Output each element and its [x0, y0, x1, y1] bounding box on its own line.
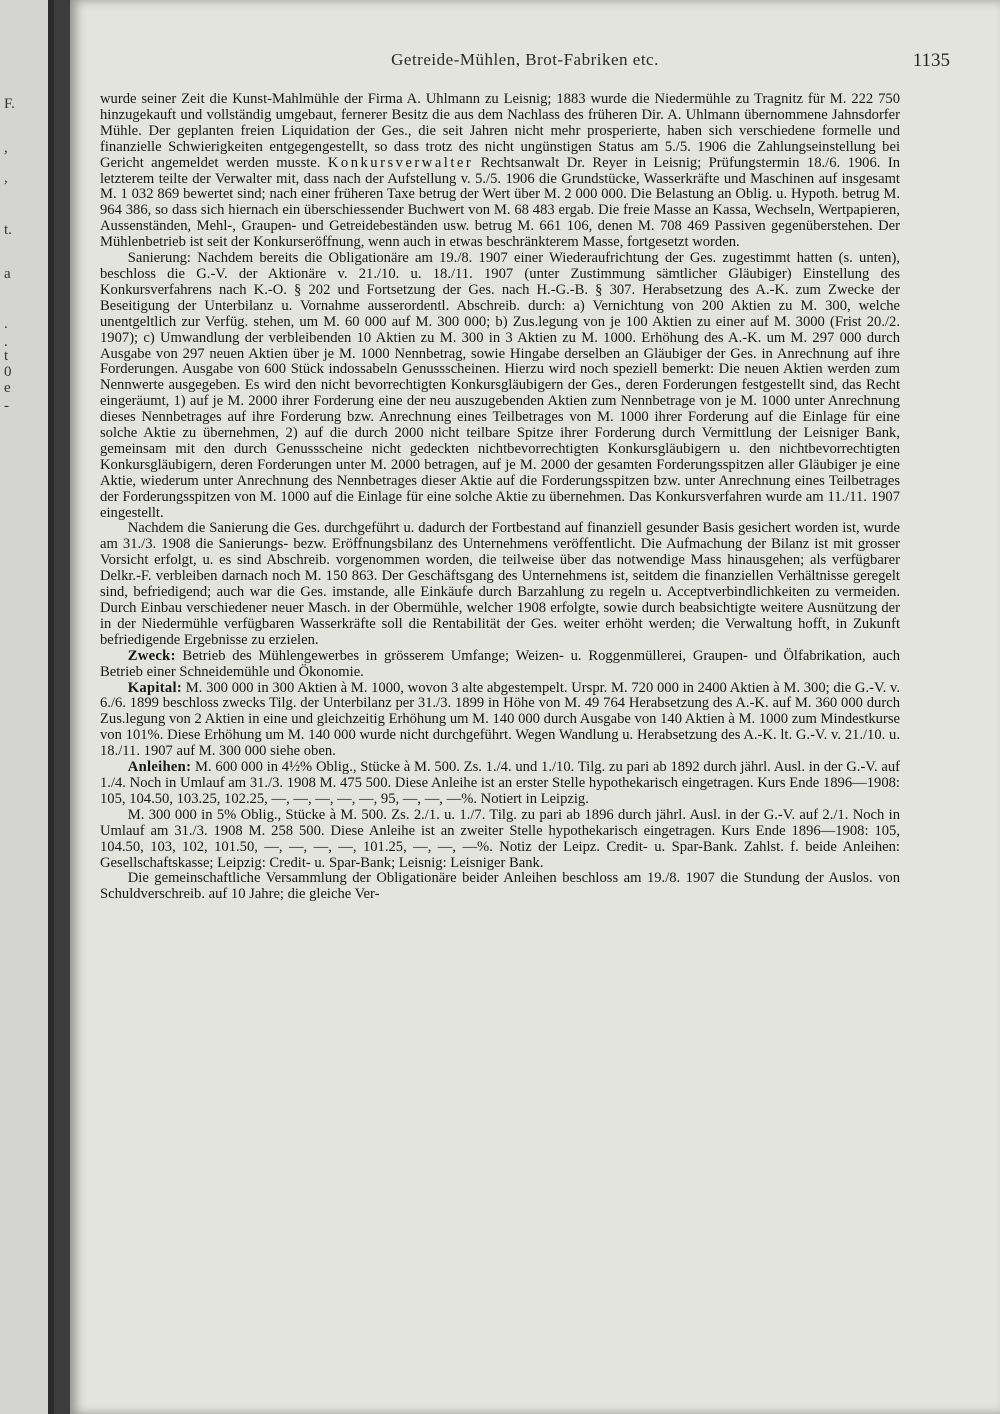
kapital-label: Kapital: — [127, 679, 183, 696]
article-body — [100, 92, 900, 903]
paragraph-sanierung: Sanierung: Nachdem bereits die Obligationäre am 19./8. 1907 einer Wiederaufrichtung der Ges. zugestimmt hatten (s. unten), beschloss die G.-V. der Aktionäre v. 21./10. u. 18./11. 1907 (unter Zustimmung sämtlicher Gläubiger) Einstellung des Konkursverfahrens nach K.-O. § 202 und Fortsetzung der Ges. nach H.-G.-B. § 307. Herabsetzung des A.-K. zum Zwecke der Beseitigung der Unterbilanz u. Vornahme ausserordentl. Abschreib. durch: a) Vernichtung von 200 Aktien zu M. 300, welche unentgeltlich zur Verfüg. stehen, um M. 60 000 auf M. 300 000; b) Zus.legung von je 100 Aktien zu einer auf M. 3000 (Frist 20./2. 1907); c) Umwandlung der verbleibenden 10 Aktien zu M. 300 in 3 Aktien zu M. 1000. Erhöhung des A.-K. um M. 297 000 durch Ausgabe von 297 neuen Aktien über je M. 1000 Nennbetrag, sowie Hingabe derselben an Gläubiger der Ges. in Anrechnung auf ihre Forderungen. Ausgabe von 600 Stück indossabeln Genussscheinen. Hierzu wird noch speziell bemerkt: Die neuen Aktien werden zum Nennwerte ausgegeben. Es wird den nicht bevorrechtigten Konkursgläubigern der Ges., deren Forderungen festgestellt sind, das Recht eingeräumt, 1) auf je M. 2000 ihrer Forderung eine der neu auszugebenden Aktien zum Nennbetrage von je M. 1000 unter Anrechnung dieses Nennbetrages auf ihre Forderung bzw. Anrechnung eines Teilbetrages von M. 1000 ihrer Forderung auf die Einlage für eine solche Aktie zu übernehmen, 2) auf die durch 2000 nicht teilbare Spitze ihrer Forderung durch Vermittlung der Leisniger Bank, gemeinsam mit den durch Genussscheine nicht gedeckten nichtbevorrechtigten Konkursgläubigern u. den nichtbevorrechtigten Konkursgläubigern, deren Forderungen unter M. 2000 betragen, auf je M. 2000 der gesamten Forderungsspitzen aller Gläubiger je eine Aktie, wiederum unter Anrechnung des Nennbetrages dieser Aktie auf die Forderungsspitzen bzw. unter Anrechnung eines Teilbetrages der Forderungsspitzen von M. 1000 auf die Einlage für eine solche Aktie zu übernehmen. Das Konkursverfahren wurde am 11./11. 1907 eingestellt. — [100, 250, 900, 521]
previous-page-edge — [0, 0, 54, 1414]
zweck-label: Zweck: — [127, 647, 176, 664]
document-page — [70, 0, 1000, 1414]
margin-fragment: a — [4, 266, 11, 282]
anleihen-text: M. 600 000 in 4½% Oblig., Stücke à M. 500. Zs. 1./4. und 1./10. Tilg. zu pari ab 1892 durch jährl. Ausl. in der G.-V. auf 1./4. Noch in Umlauf am 31./3. 1908 M. 475 500. Diese Anleihe ist an erster Stelle hypothekarisch eingetragen. Kurs Ende 1896—1908: 105, 104.50, 103.25, 102.25, —, —, —, —, —, 95, —, —, —%. Notiert in Leipzig. — [100, 759, 900, 807]
margin-fragment: - — [4, 398, 9, 414]
history-text: wurde seiner Zeit die Kunst-Mahlmühle der Firma A. Uhlmann zu Leisnig; 1883 wurde die Niedermühle zu Tragnitz für M. 222 750 hinzugekauft und vollständig umgebaut, fernerer Besitz die aus dem Nachlass des früheren Dir. A. Uhlmann übernommene Jahnsdorfer Mühle. Der geplanten freien Liquidation der Ges., die seit Jahren nicht mehr prosperierte, haben sich verschiedene formelle und finanzielle Schwierigkeiten entgegengestellt, so dass trotz des nicht ungünstigen Status am 5./5. 1906 die Zahlungseinstellung bei Gericht angemeldet werden musste. — [100, 91, 900, 171]
paragraph-anleihen — [100, 760, 900, 808]
margin-fragment: F. — [4, 96, 15, 112]
konkursverwalter-label: Konkursverwalter — [327, 154, 474, 171]
history-text-continued: Rechtsanwalt Dr. Reyer in Leisnig; Prüfungstermin 18./6. 1906. In letzterem teilte der Verwalter mit, dass nach der Aufstellung v. 5./5. 1906 die Grundstücke, Wasserkräfte und Maschinen auf insgesamt M. 1 032 869 bewertet sind; nach einer früheren Taxe betrug der Wert über M. 2 000 000. Die Belastung an Oblig. u. Hypoth. betrug M. 964 386, so dass sich hiernach ein überschiessender Buchwert von M. 68 483 ergab. Die freie Masse an Kassa, Wechseln, Wertpapieren, Aussenständen, Mehl-, Graupen- und Getreidebeständen usw. betrug M. 661 106, denen M. 708 469 Passiven gegenüberstehen. Der Mühlenbetrieb ist seit der Konkurseröffnung, wenn auch in etwas beschränkterem Masse, fortgesetzt worden. — [100, 154, 900, 251]
margin-fragment: , — [4, 140, 8, 156]
margin-fragment: . — [4, 334, 8, 350]
margin-fragment: . — [4, 316, 8, 332]
running-title: Getreide-Mühlen, Brot-Fabriken etc. — [391, 50, 659, 69]
margin-fragment: 0 — [4, 364, 12, 380]
paragraph-versammlung: Die gemeinschaftliche Versammlung der Obligationäre beider Anleihen beschloss am 19./8. 1907 die Stundung der Auslos. von Schuldverschreib. auf 10 Jahre; die gleiche Ver- — [100, 870, 900, 903]
margin-fragment: e — [4, 380, 11, 396]
zweck-text: Betrieb des Mühlengewerbes in grösserem Umfange; Weizen- u. Roggenmüllerei, Graupen- und Ölfabrikation, auch Betrieb einer Schneidemühle und Ökonomie. — [100, 647, 900, 680]
margin-fragment: t — [4, 348, 9, 364]
paragraph-zweck — [100, 649, 900, 681]
paragraph-history — [100, 92, 900, 251]
margin-fragment: , — [4, 170, 8, 186]
kapital-text: M. 300 000 in 300 Aktien à M. 1000, wovon 3 alte abgestempelt. Urspr. M. 720 000 in 2400 Aktien à M. 300; die G.-V. v. 6./6. 1899 beschloss zwecks Tilg. der Unterbilanz per 31./3. 1899 in Höhe von M. 49 764 Herabsetzung des A.-K. auf M. 360 000 durch Zus.legung von 2 Aktien in eine und gleichzeitig Erhöhung um M. 140 000 durch Ausgabe von 140 Aktien à M. 1000 zum Mindestkurse von 101%. Diese Erhöhung um M. 140 000 wurde nicht durchgeführt. Wegen Wandlung u. Herabsetzung des A.-K. lt. G.-V. v. 21./10. u. 18./11. 1907 auf M. 300 000 siehe oben. — [100, 679, 900, 760]
paragraph-kapital — [100, 681, 900, 761]
page-number: 1135 — [912, 50, 950, 71]
page-header — [100, 50, 950, 74]
margin-fragment: t. — [4, 222, 12, 238]
anleihen-label: Anleihen: — [127, 759, 192, 776]
paragraph-bilanz: Nachdem die Sanierung die Ges. durchgeführt u. dadurch der Fortbestand auf finanziell gesunder Basis gesichert worden ist, wurde am 31./3. 1908 die Sanierungs- bezw. Eröffnungsbilanz des Unternehmens veröffentlicht. Die Aufmachung der Bilanz ist mit grosser Vorsicht erfolgt, u. es sind Abschreib. vorgenommen worden, die teilweise über das notwendige Mass hinausgehen; als verfügbarer Delkr.-F. verbleiben darnach noch M. 150 863. Der Geschäftsgang des Unternehmens ist, seitdem die finanziellen Verhältnisse geregelt sind, befriedigend; auch war die Ges. imstande, alle Einkäufe durch Barzahlung zu regeln u. Acceptverbindlichkeiten zu vermeiden. Durch Einbau verschiedener neuer Masch. in der Obermühle, welcher 1908 erfolgte, sowie durch beabsichtigte weitere Ausnützung der in der Niedermühle verfügbaren Wasserkräfte soll die Rentabilität der Ges. weiter erhöht werden; die Verwaltung hofft, in Zukunft befriedigende Ergebnisse zu erzielen. — [100, 520, 900, 648]
paragraph-anleihe-2: M. 300 000 in 5% Oblig., Stücke à M. 500. Zs. 2./1. u. 1./7. Tilg. zu pari ab 1896 durch jährl. Ausl. in der G.-V. auf 2./1. Noch in Umlauf am 31./3. 1908 M. 258 500. Diese Anleihe ist an zweiter Stelle hypothekarisch eingetragen. Kurs Ende 1896—1908: 105, 104.50, 103, 102, 101.50, —, —, —, —, 101.25, —, —, —%. Notiz der Leipz. Credit- u. Spar-Bank. Zahlst. f. beide Anleihen: Gesellschaftskasse; Leipzig: Credit- u. Spar-Bank; Leisnig: Leisniger Bank. — [100, 806, 900, 871]
